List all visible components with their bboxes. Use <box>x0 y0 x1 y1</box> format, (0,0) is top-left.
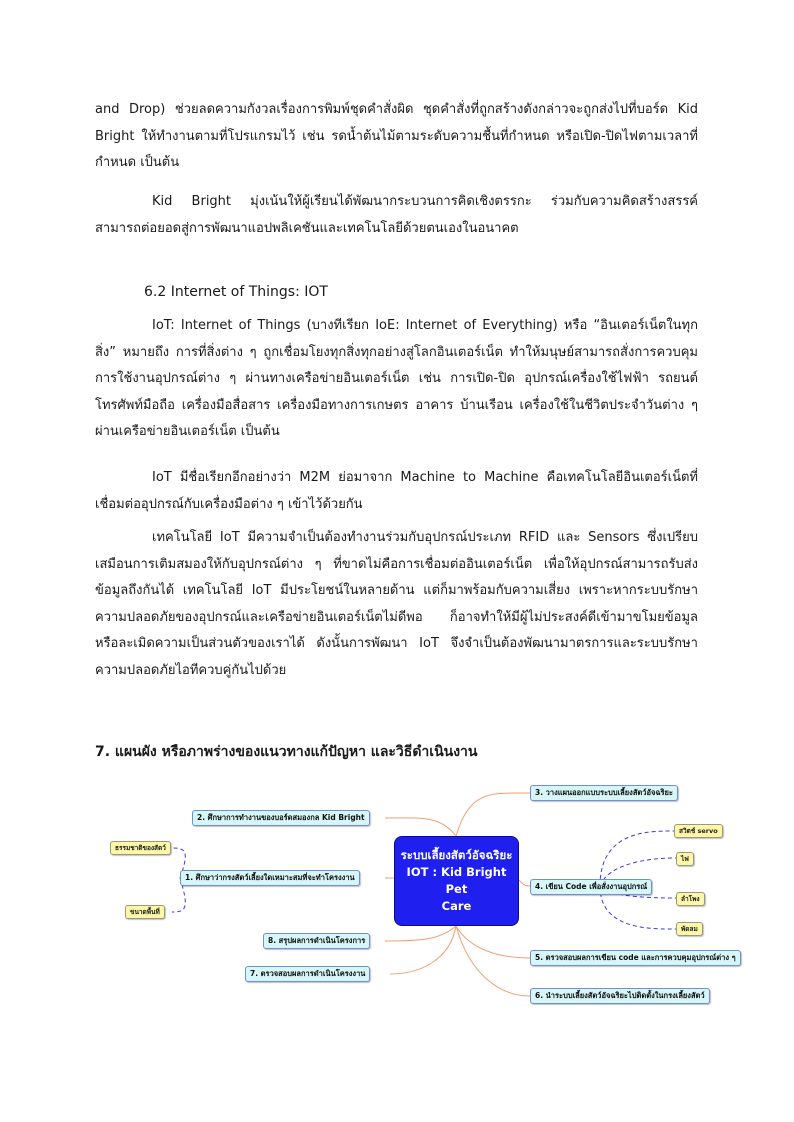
mindmap-leaf-area-size: ขนาดพื้นที่ <box>125 905 165 919</box>
branch-line-n3 <box>456 793 530 836</box>
paragraph-kidbright-dragdrop: and Drop) ช่วยลดความกังวลเรื่องการพิมพ์ชุดคำสั่งผิด ชุดคำสั่งที่ถูกสร้างดังกล่าวจะถูกส่งไปที่บอร์ด Kid Bright ให้ทำงานตามที่โปรแกรมไว้ เช่น รดน้ำต้นไม้ตามระดับความชื้นที่กำหนด หรือเปิด-ปิดไฟตามเวลาที่กำหนด เป็นต้น <box>95 102 698 170</box>
paragraph-iot-technology: เทคโนโลยี IoT มีความจำเป็นต้องทำงานร่วมกับอุปกรณ์ประเภท RFID และ Sensors ซึ่งเปรียบเสมือนการเติมสมองให้กับอุปกรณ์ต่าง ๆ ที่ขาดไม่คือการเชื่อมต่ออินเตอร์เน็ต เพื่อให้อุปกรณ์สามารถรับส่งข้อมูลถึงกันได้ เทคโนโลยี IoT มีประโยชน์ในหลายด้าน แต่ก็มาพร้อมกับความเสี่ยง เพราะหากระบบรักษาความปลอดภัยของอุปกรณ์และเครือข่ายอินเตอร์เน็ตไม่ดีพอ ก็อาจทำให้มีผู้ไม่ประสงค์ดีเข้ามาขโมยข้อมูลหรือละเมิดความเป็นส่วนตัวของเราได้ ดังนั้นการพัฒนา IoT จึงจำเป็นต้องพัฒนามาตรการและระบบรักษาความปลอดภัยไอทีควบคู่กันไปด้วย <box>95 530 698 678</box>
leaf-line-servo <box>600 831 674 886</box>
branch-line-n7 <box>390 926 456 974</box>
mindmap-center-node <box>394 836 519 926</box>
section-heading-plan: 7. แผนผัง หรือภาพร่างของแนวทางแก้ปัญหา และวิธีดำเนินงาน <box>95 744 478 760</box>
branch-line-n8 <box>385 926 456 941</box>
mindmap-leaf-servo-switch: สวิตช์ servo <box>674 824 723 838</box>
mindmap-node-3: 3. วางแผนออกแบบระบบเลี้ยงสัตว์อัจฉริยะ <box>530 785 678 801</box>
mindmap-leaf-animal-nature: ธรรมชาติของสัตว์ <box>110 841 171 855</box>
paragraph-iot-definition: IoT: Internet of Things (บางทีเรียก IoE: Internet of Everything) หรือ “อินเตอร์เน็ตในทุกสิ่ง” หมายถึง การที่สิ่งต่าง ๆ ถูกเชื่อมโยงทุกสิ่งทุกอย่างสู่โลกอินเตอร์เน็ต ทำให้มนุษย์สามารถสั่งการควบคุมการใช้งานอุปกรณ์ต่าง ๆ ผ่านทางเครือข่ายอินเตอร์เน็ต เช่น การเปิด-ปิด อุปกรณ์เครื่องใช้ไฟฟ้า รถยนต์ โทรศัพท์มือถือ เครื่องมือสื่อสาร เครื่องมือทางการเกษตร อาคาร บ้านเรือน เครื่องใช้ในชีวิตประจำวันต่าง ๆ ผ่านเครือข่ายอินเตอร์เน็ต เป็นต้น <box>95 318 698 439</box>
mindmap-node-1: 1. ศึกษาว่ากรงสัตว์เลี้ยงใดเหมาะสมที่จะทำโครงงาน <box>180 870 360 886</box>
branch-line-n4 <box>519 880 530 886</box>
branch-line-n2 <box>385 818 456 836</box>
center-title-line2: IOT : Kid Bright Pet <box>406 865 507 896</box>
center-title-line1: ระบบเลี้ยงสัตว์อัจฉริยะ <box>400 848 513 862</box>
mindmap-node-2: 2. ศึกษาการทำงานของบอร์ดสมองกล Kid Bright <box>192 810 370 826</box>
mindmap-node-5: 5. ตรวจสอบผลการเขียน code และการควบคุมอุปกรณ์ต่าง ๆ <box>530 950 741 966</box>
mindmap-leaf-light: ไฟ <box>676 852 694 866</box>
branch-line-n6 <box>456 926 530 996</box>
mindmap-node-8: 8. สรุปผลการดำเนินโครงการ <box>263 933 370 949</box>
center-title-line3: Care <box>441 899 472 913</box>
mindmap-node-6: 6. นำระบบเลี้ยงสัตว์อัจฉริยะไปติดตั้งในกรงเลี้ยงสัตว์ <box>530 988 710 1004</box>
mindmap-node-4: 4. เขียน Code เพื่อสั่งงานอุปกรณ์ <box>530 879 652 895</box>
mindmap-leaf-speaker: ลำโพง <box>676 892 705 906</box>
mindmap-leaf-fan: พัดลม <box>676 922 703 936</box>
section-heading-iot: 6.2 Internet of Things: IOT <box>144 284 328 300</box>
paragraph-kidbright-goal: Kid Bright มุ่งเน้นให้ผู้เรียนได้พัฒนากระบวนการคิดเชิงตรรกะ ร่วมกับความคิดสร้างสรรค์ สามารถต่อยอดสู่การพัฒนาแอปพลิเคชันและเทคโนโลยีด้วยตนเองในอนาคต <box>95 194 698 236</box>
paragraph-iot-m2m: IoT มีชื่อเรียกอีกอย่างว่า M2M ย่อมาจาก Machine to Machine คือเทคโนโลยีอินเตอร์เน็ตที่เชื่อมต่ออุปกรณ์กับเครื่องมือต่าง ๆ เข้าไว้ด้วยกัน <box>95 470 698 512</box>
mindmap-node-7: 7. ตรวจสอบผลการดำเนินโครงงาน <box>245 966 370 982</box>
branch-line-n5 <box>456 926 530 958</box>
